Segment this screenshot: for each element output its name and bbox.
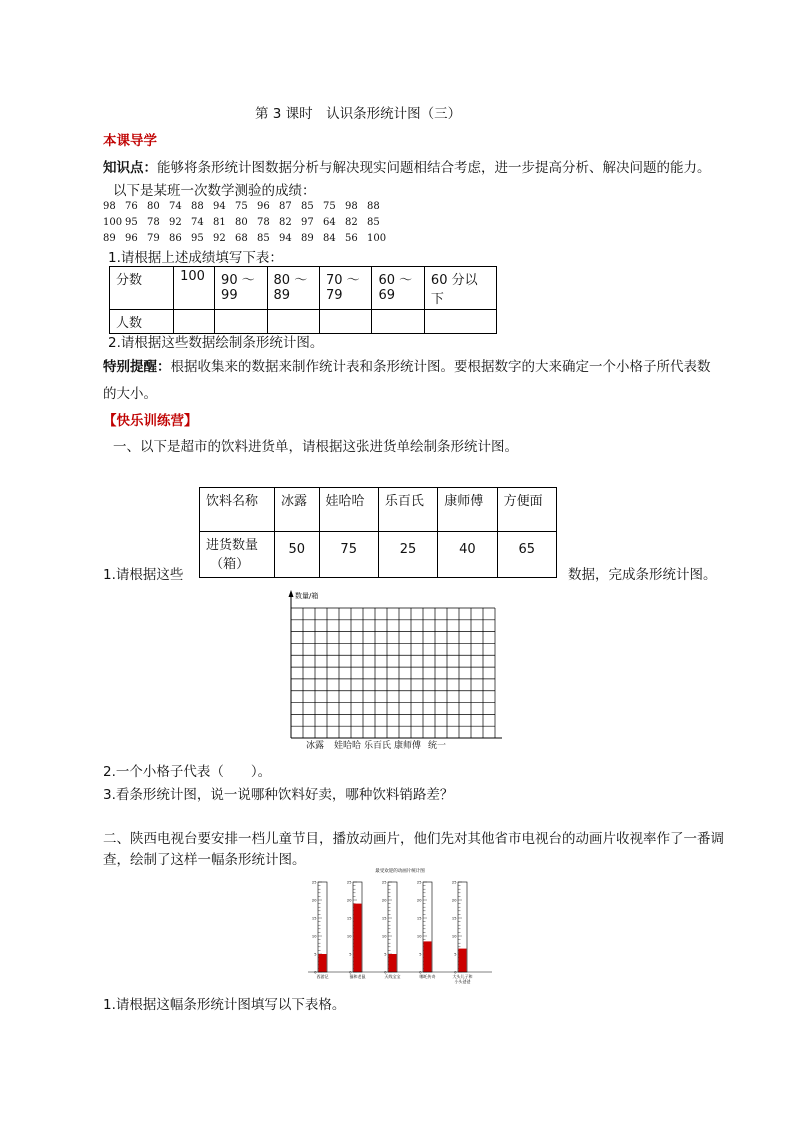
- chart-ytick-label: 5: [454, 952, 457, 957]
- p2-q1: 1.请根据这幅条形统计图填写以下表格。: [103, 997, 346, 1013]
- p1-q1-left: 1.请根据这些: [103, 567, 184, 583]
- drink-name: 冰露: [275, 488, 320, 532]
- drink-qty-label: 进货数量 （箱）: [200, 532, 275, 578]
- blank-chart-labels: [306, 738, 456, 751]
- drink-qty: 40: [438, 532, 497, 578]
- score-table-cell: 70 ～ 79: [319, 267, 371, 310]
- score-table-cell: 60 分以下: [424, 267, 496, 310]
- score-value: 85: [301, 201, 314, 212]
- score-value: 80: [147, 201, 160, 212]
- score-table-blank[interactable]: [174, 310, 215, 334]
- knowledge-line: [103, 158, 711, 178]
- blank-bar-chart: [282, 588, 504, 748]
- q1-text: 1.请根据上述成绩填写下表：: [108, 250, 283, 266]
- blank-chart-label: 娃哈哈: [334, 741, 362, 751]
- chart-ytick-label: 10: [346, 934, 352, 939]
- chart-bar: [354, 904, 362, 972]
- score-value: 68: [235, 233, 248, 244]
- chart-ytick-label: 25: [311, 880, 317, 885]
- chart-ytick-label: 5: [419, 952, 422, 957]
- drink-name: 乐百氏: [378, 488, 437, 532]
- chart-bar: [389, 954, 397, 972]
- chart-ytick-label: 25: [346, 880, 352, 885]
- score-value: 78: [257, 217, 270, 228]
- score-value: 85: [367, 217, 380, 228]
- score-table-blank[interactable]: [424, 310, 496, 334]
- chart-ytick-label: 15: [416, 916, 422, 921]
- drink-qty: 50: [275, 532, 320, 578]
- chart-ytick-label: 5: [349, 952, 352, 957]
- score-value: 94: [279, 233, 292, 244]
- q2-text: 2.请根据这些数据绘制条形统计图。: [108, 335, 324, 351]
- score-table-blank[interactable]: [215, 310, 267, 334]
- blank-chart-label: 冰露: [306, 741, 325, 751]
- score-table-cell: 90 ～ 99: [215, 267, 267, 310]
- chart-ytick-label: 5: [384, 952, 387, 957]
- chart-ytick-label: 5: [314, 952, 317, 957]
- score-value: 94: [213, 201, 226, 212]
- p1-q3: 3.看条形统计图，说一说哪种饮料好卖，哪种饮料销路差？: [103, 787, 454, 803]
- score-table-blank[interactable]: [267, 310, 319, 334]
- score-value: 98: [103, 201, 116, 212]
- score-value: 74: [169, 201, 182, 212]
- y-axis-arrow-icon: [289, 590, 294, 597]
- drink-name: 康师傅: [438, 488, 497, 532]
- score-value: 96: [125, 233, 138, 244]
- score-value: 92: [213, 233, 226, 244]
- chart-ytick-label: 0: [384, 970, 387, 975]
- chart-ytick-label: 20: [416, 898, 422, 903]
- score-table-blank[interactable]: [319, 310, 371, 334]
- score-value: 85: [257, 233, 270, 244]
- chart-ytick-label: 25: [451, 880, 457, 885]
- score-row: [103, 199, 389, 215]
- chart-category-label: 小头爸爸: [454, 979, 471, 984]
- drink-qty: 25: [378, 532, 437, 578]
- drink-table-header: 饮料名称: [200, 488, 275, 532]
- p1-q1-right: 数据，完成条形统计图。: [568, 567, 717, 583]
- blank-chart-label: 康师傅: [394, 741, 422, 751]
- chart-ytick-label: 25: [416, 880, 422, 885]
- chart-ytick-label: 0: [454, 970, 457, 975]
- tip-label: 特别提醒：: [103, 359, 171, 375]
- drink-name: 方便面: [497, 488, 556, 532]
- score-row: [103, 215, 389, 231]
- chart-ytick-label: 10: [451, 934, 457, 939]
- drink-table: [199, 487, 557, 578]
- guide-heading: 本课导学: [103, 133, 157, 149]
- chart-ytick-label: 15: [451, 916, 457, 921]
- drink-name: 娃哈哈: [319, 488, 378, 532]
- score-value: 96: [257, 201, 270, 212]
- chart-bar: [424, 941, 432, 972]
- score-table-cell: 80 ～ 89: [267, 267, 319, 310]
- score-value: 100: [103, 217, 123, 228]
- p2-text-2: 查，绘制了这样一幅条形统计图。: [103, 852, 306, 868]
- score-value: 56: [345, 233, 358, 244]
- score-value: 84: [323, 233, 336, 244]
- chart-ytick-label: 0: [314, 970, 317, 975]
- blank-chart-ylabel: 数量/箱: [295, 592, 319, 600]
- chart-ytick-label: 10: [416, 934, 422, 939]
- score-value: 86: [169, 233, 182, 244]
- score-value: 89: [103, 233, 116, 244]
- score-value: 92: [169, 217, 182, 228]
- chart-ytick-label: 25: [381, 880, 387, 885]
- score-table-blank[interactable]: [372, 310, 424, 334]
- chart-ytick-label: 15: [346, 916, 352, 921]
- chart-ytick-label: 15: [311, 916, 317, 921]
- score-value: 87: [279, 201, 292, 212]
- score-value: 75: [323, 201, 336, 212]
- tip-line-1: [103, 357, 711, 377]
- score-value: 81: [213, 217, 226, 228]
- chart-ytick-label: 10: [381, 934, 387, 939]
- chart-category-label: 大头儿子和: [452, 974, 473, 979]
- chart-category-label: 西游记: [316, 974, 329, 979]
- p1-q2: 2.一个小格子代表（ ）。: [103, 764, 272, 780]
- score-table-cell: 100: [174, 267, 215, 310]
- chart-ytick-label: 10: [311, 934, 317, 939]
- score-value: 82: [279, 217, 292, 228]
- score-table-count-label: 人数: [110, 310, 174, 334]
- score-value: 97: [301, 217, 314, 228]
- practice-heading: 【快乐训练营】: [103, 413, 198, 429]
- chart-ytick-label: 0: [419, 970, 422, 975]
- score-value: 80: [235, 217, 248, 228]
- scores-intro: 以下是某班一次数学测验的成绩：: [113, 183, 316, 199]
- blank-chart-label: 乐百氏: [364, 741, 392, 751]
- score-value: 100: [367, 233, 387, 244]
- score-value: 79: [147, 233, 160, 244]
- score-value: 82: [345, 217, 358, 228]
- drink-qty: 65: [497, 532, 556, 578]
- score-table: [109, 266, 497, 334]
- tv-bar-chart: [300, 862, 500, 992]
- score-value: 95: [191, 233, 204, 244]
- score-value: 89: [301, 233, 314, 244]
- chart-ytick-label: 20: [381, 898, 387, 903]
- knowledge-label: 知识点：: [103, 160, 157, 176]
- score-table-cell: 60 ～ 69: [372, 267, 424, 310]
- chart-ytick-label: 0: [349, 970, 352, 975]
- score-table-header-label: 分数: [110, 267, 174, 310]
- p2-text-1: 二、陕西电视台要安排一档儿童节目，播放动画片，他们先对其他省市电视台的动画片收视率作了一番调: [103, 831, 724, 847]
- chart-title: 最受欢迎的动画片统计图: [375, 869, 425, 874]
- chart-ytick-label: 20: [451, 898, 457, 903]
- score-value: 88: [367, 201, 380, 212]
- tip-text: 根据收集来的数据来制作统计表和条形统计图。要根据数字的大来确定一个小格子所代表数: [170, 359, 711, 375]
- page-title: 第 3 课时 认识条形统计图（三）: [255, 106, 462, 122]
- score-value: 74: [191, 217, 204, 228]
- chart-category-label: 天线宝宝: [384, 974, 401, 979]
- score-value: 75: [235, 201, 248, 212]
- chart-bar: [459, 949, 467, 972]
- tip-line-2: 的大小。: [103, 386, 157, 402]
- scores-block: [103, 199, 389, 247]
- chart-ytick-label: 20: [311, 898, 317, 903]
- chart-ytick-label: 20: [346, 898, 352, 903]
- score-value: 88: [191, 201, 204, 212]
- drink-qty: 75: [319, 532, 378, 578]
- score-value: 98: [345, 201, 358, 212]
- chart-bar: [319, 954, 327, 972]
- p1-text: 一、以下是超市的饮料进货单，请根据这张进货单绘制条形统计图。: [113, 439, 518, 455]
- score-value: 76: [125, 201, 138, 212]
- score-value: 64: [323, 217, 336, 228]
- chart-ytick-label: 15: [381, 916, 387, 921]
- score-row: [103, 231, 389, 247]
- knowledge-text: 能够将条形统计图数据分析与解决现实问题相结合考虑，进一步提高分析、解决问题的能力。: [157, 160, 711, 176]
- chart-category-label: 猫和老鼠: [349, 974, 366, 979]
- score-value: 95: [125, 217, 138, 228]
- blank-chart-label: 统一: [428, 741, 447, 751]
- score-value: 78: [147, 217, 160, 228]
- chart-category-label: 哪吒传奇: [419, 974, 436, 979]
